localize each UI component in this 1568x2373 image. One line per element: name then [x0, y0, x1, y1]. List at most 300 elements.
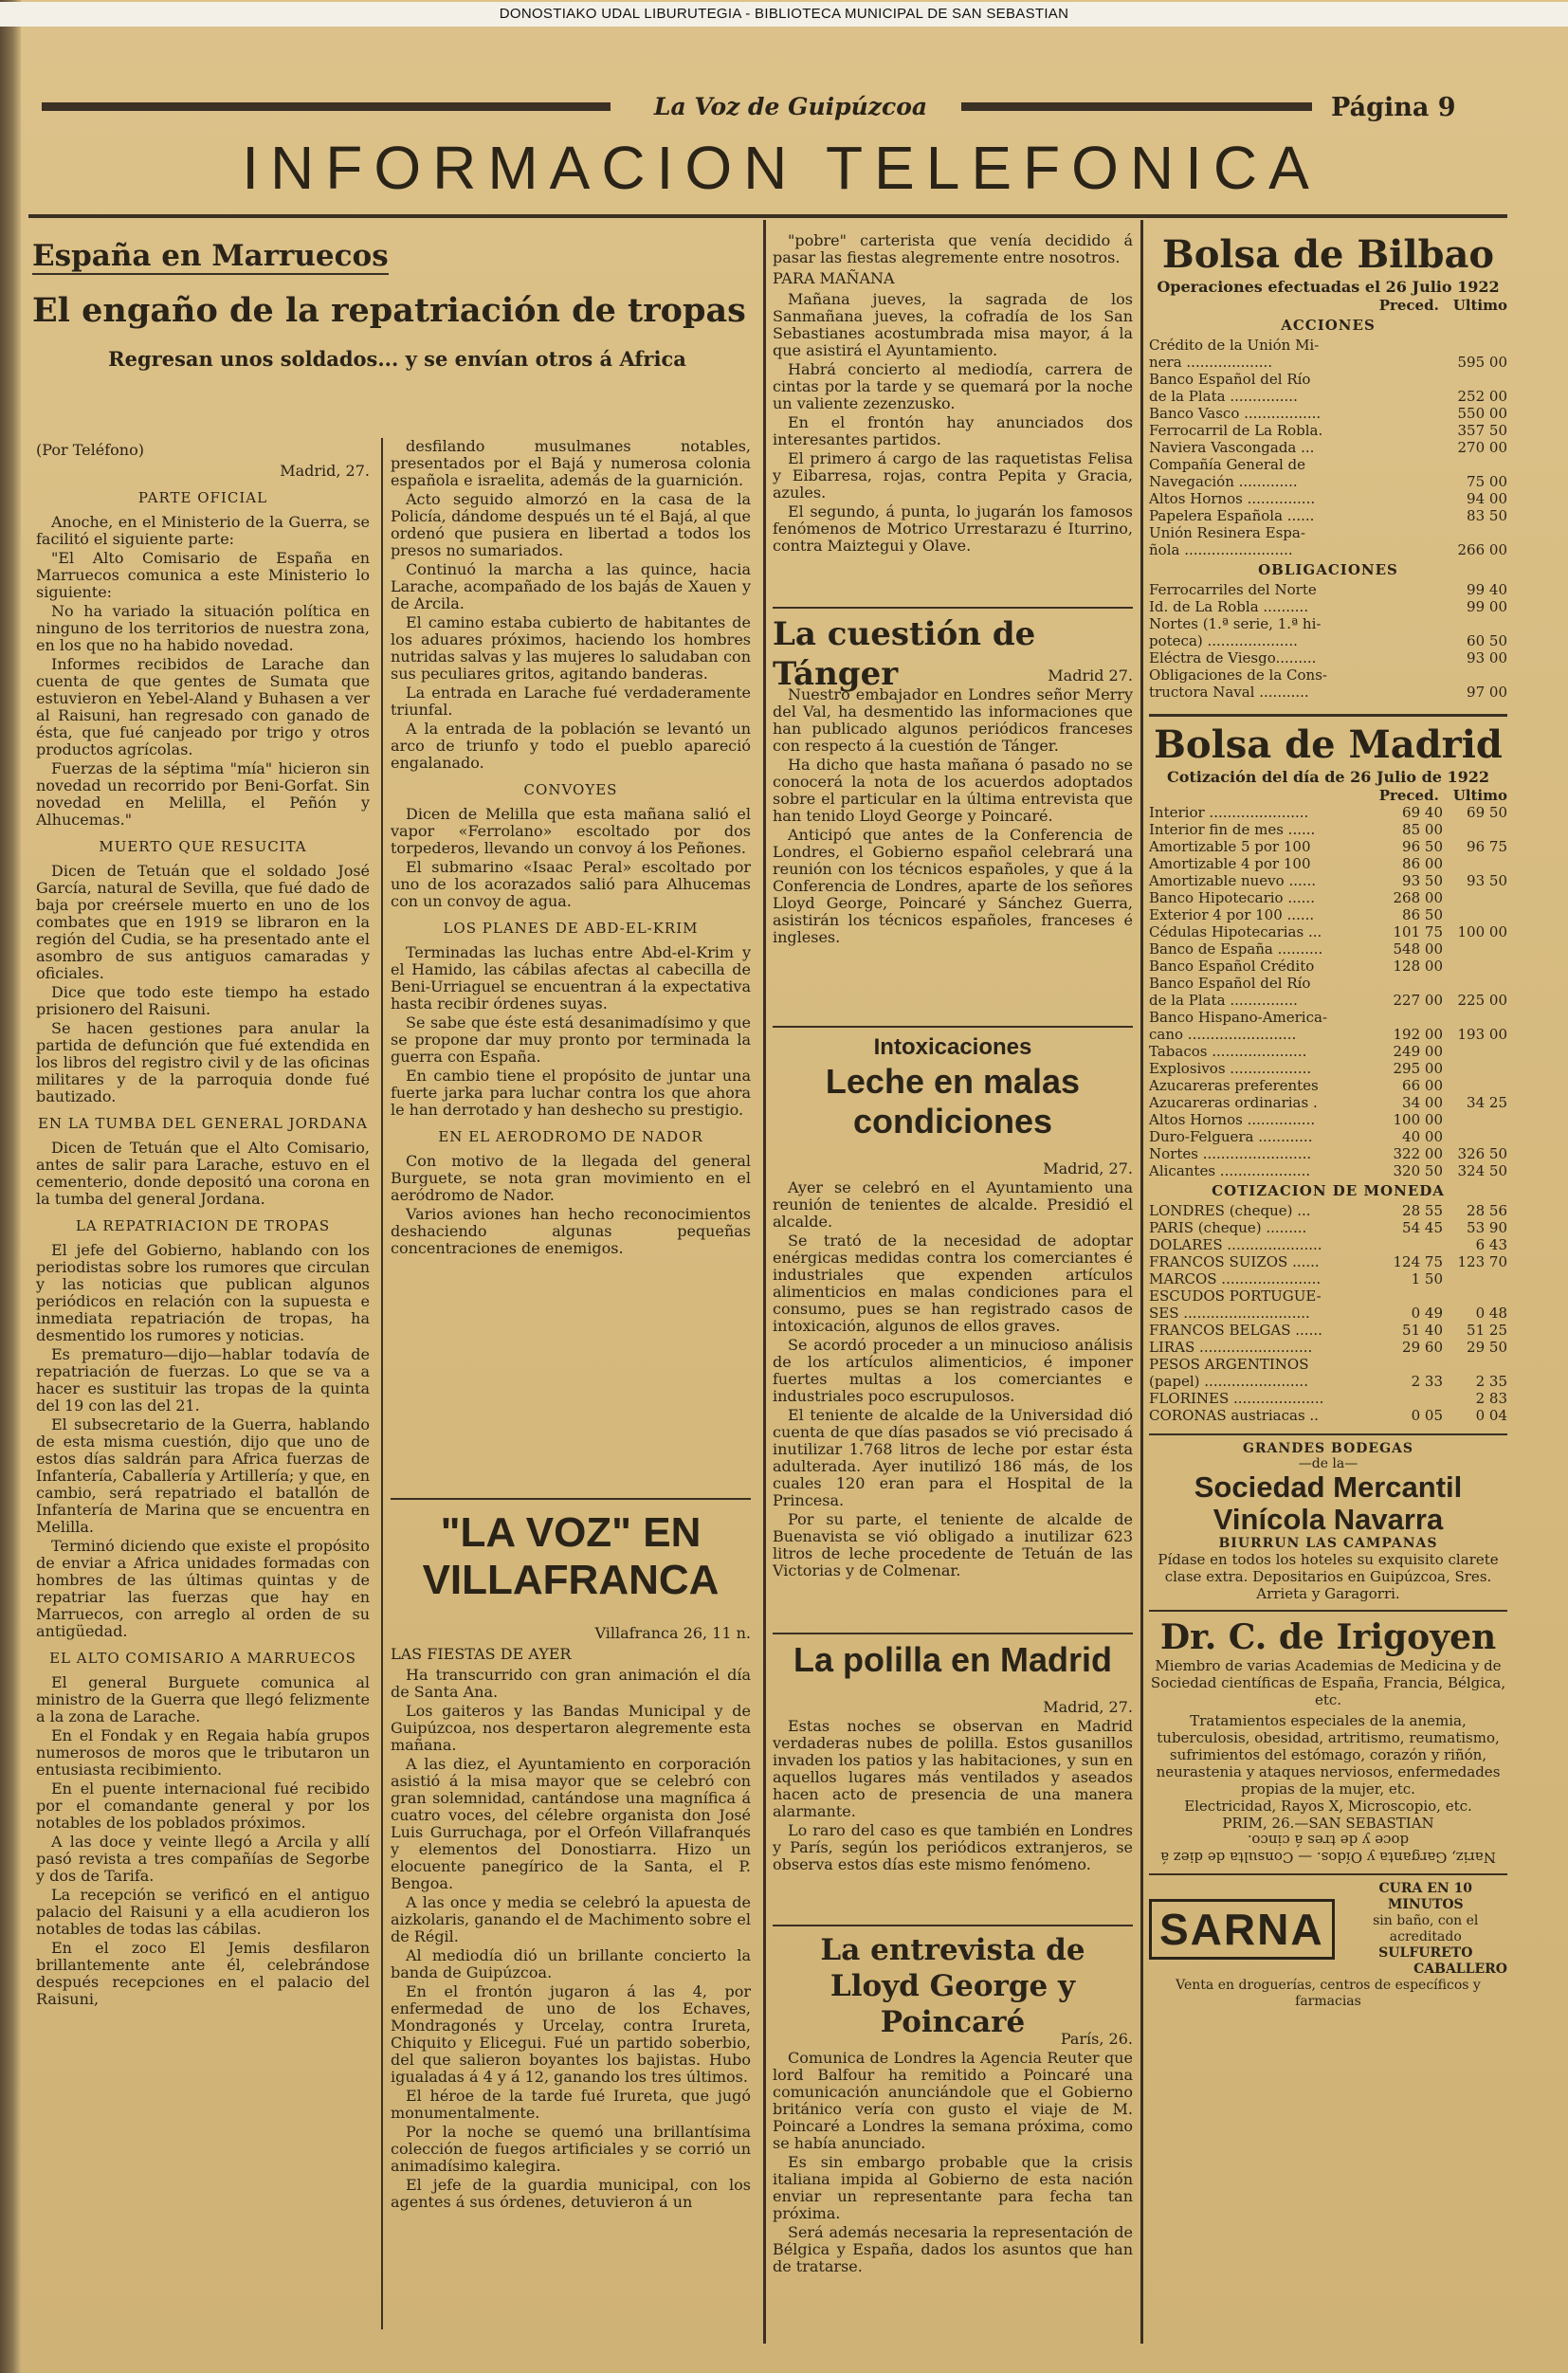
madrid-valor-name: Tabacos ..................... [1149, 1043, 1307, 1060]
madrid-valor-last: 225 00 [1457, 992, 1507, 1009]
bilbao-accion-last: 550 00 [1457, 405, 1507, 422]
moneda-table [1149, 1202, 1507, 1424]
marruecos-kick: (Por Teléfono) [36, 441, 144, 459]
moneda-row [1149, 1373, 1507, 1390]
tanger-body [773, 666, 1133, 1016]
bilbao-accion-name: Banco Vasco ................. [1149, 405, 1322, 422]
moneda-prev [1388, 1356, 1443, 1373]
madrid-valor-prev: 69 40 [1402, 804, 1443, 821]
marruecos-sub: EL ALTO COMISARIO A MARRUECOS [49, 1650, 356, 1667]
madrid-valor-row [1149, 872, 1507, 889]
sarna-line4: CABALLERO [1413, 1962, 1507, 1977]
sarna-logo: SARNA [1149, 1899, 1335, 1960]
sarna-ad [1149, 1881, 1507, 1978]
moneda-prev: 2 33 [1411, 1373, 1443, 1390]
marruecos-paragraph: En el zoco El Jemis desfilaron brillantemente ante él, celebrándose después recepciones en el palacio del Raisuni, [36, 1939, 370, 2008]
bilbao-obligacion-last: 60 50 [1467, 632, 1507, 649]
madrid-table [1149, 804, 1507, 1179]
entrevista-rule [773, 1925, 1133, 1926]
marruecos-paragraph: Con motivo de la llegada del general Burguete, se nota gran movimiento en el aeródromo de Nador. [391, 1152, 751, 1204]
bilbao-obligacion-prev [1388, 684, 1443, 701]
leche-paragraph: Por su parte, el teniente de alcalde de Buenavista se vió obligado a inutilizar 623 litros de leche procedente de Tetuán de las Victorias y de Colmenar. [773, 1510, 1133, 1579]
madrid-valor-last [1443, 1111, 1507, 1128]
madrid-valor-last: 193 00 [1457, 1026, 1507, 1043]
villafranca-cont-paragraph: En el frontón hay anunciados dos interesantes partidos. [773, 413, 1133, 448]
running-head [42, 93, 1502, 121]
polilla-header [773, 1640, 1133, 1693]
madrid-valor-prev: 192 00 [1393, 1026, 1443, 1043]
madrid-valor-row [1149, 855, 1507, 872]
marruecos-paragraph: A las doce y veinte llegó a Arcila y allí pasó revista a tres compañías de Segorbe y dos de Tarifa. [36, 1833, 370, 1885]
bilbao-accion-last [1443, 456, 1507, 473]
bilbao-accion-prev [1388, 524, 1443, 541]
madrid-valor-prev: 40 00 [1402, 1128, 1443, 1145]
leche-body [773, 1159, 1133, 1623]
leche-headline: Leche en malas condiciones [825, 1062, 1081, 1141]
madrid-valor-row [1149, 1162, 1507, 1179]
bilbao-accion-name: Papelera Española ...... [1149, 507, 1315, 524]
madrid-valor-prev: 322 00 [1393, 1145, 1443, 1162]
madrid-valor-name: Banco Hispano-America- [1149, 1009, 1328, 1026]
doctor-text2: Tratamientos especiales de la anemia, tuberculosis, obesidad, artritismo, reumatismo, sufrimientos del estómago, corazón y riñón, neurastenia y ataques nerviosos, enfermedades propias de la mujer, etc. [1156, 1712, 1501, 1798]
rule-right [961, 102, 1312, 111]
doctor-consulta: Nariz, Garganta y Oídos. — Consulta de diez á doce y de tres á cinco. [1160, 1832, 1496, 1866]
bilbao-title: Bolsa de Bilbao [1161, 232, 1495, 277]
bilbao-obligacion-last [1443, 666, 1507, 684]
moneda-name: LIRAS ......................... [1149, 1339, 1313, 1356]
entrevista-body [773, 2029, 1133, 2332]
doctor-address: PRIM, 26.—SAN SEBASTIAN [1222, 1815, 1434, 1832]
tanger-paragraph: Ha dicho que hasta mañana ó pasado no se conocerá la nota de los acuerdos adoptados sobre el particular en la última entrevista que han tenido Lloyd George y Poincaré. [773, 756, 1133, 825]
doctor-text1: Miembro de varias Academias de Medicina y de Sociedad científicas de España, Francia, Bélgica, etc. [1150, 1657, 1506, 1708]
moneda-prev [1388, 1287, 1443, 1305]
marruecos-sub: EN LA TUMBA DEL GENERAL JORDANA [37, 1115, 369, 1132]
madrid-valor-last [1443, 1060, 1507, 1077]
villafranca-cont-kick: PARA MAÑANA [773, 269, 895, 287]
marruecos-paragraph: El camino estaba cubierto de habitantes de los aduares próximos, haciendo los hombres nutridas salvas y las mujeres lo saludaban con sus peculiares gritos, agitando banderas. [391, 613, 751, 683]
sarna-line3: SULFURETO [1378, 1945, 1473, 1961]
madrid-valor-row [1149, 838, 1507, 855]
bilbao-accion-last [1443, 337, 1507, 354]
tanger-rule [773, 607, 1133, 609]
bilbao-accion-prev [1388, 371, 1443, 388]
villafranca-continued [773, 232, 1133, 593]
entrevista-paragraph: Comunica de Londres la Agencia Reuter que lord Balfour ha remitido a Poincaré una comunicación anunciándole que el Gobierno británico vería con gusto el viaje de M. Poincaré a Londres la semana próxima, como se había anunciado. [773, 2049, 1133, 2152]
madrid-valor-row [1149, 958, 1507, 975]
madrid-valor-prev [1388, 975, 1443, 992]
madrid-valor-last [1443, 906, 1507, 923]
bilbao-accion-prev [1388, 507, 1443, 524]
madrid-valor-last: 324 50 [1457, 1162, 1507, 1179]
bilbao-obligacion-last: 97 00 [1467, 684, 1507, 701]
marruecos-paragraph: En el puente internacional fué recibido por el comandante general y por los notables de los poblados próximos. [36, 1780, 370, 1832]
moneda-last: 123 70 [1457, 1253, 1507, 1270]
marruecos-paragraph: Fuerzas de la séptima "mía" hicieron sin novedad un recorrido por Beni-Gorfat. Sin novedad en Melilla, el Peñón y Alhucemas." [36, 759, 370, 829]
moneda-prev: 0 05 [1411, 1407, 1443, 1424]
rule-left [42, 102, 611, 111]
tanger-date: Madrid 27. [1048, 666, 1133, 685]
madrid-valor-prev: 85 00 [1402, 821, 1443, 838]
polilla-date: Madrid, 27. [1043, 1698, 1133, 1716]
madrid-valor-last [1443, 821, 1507, 838]
polilla-headline: La polilla en Madrid [793, 1640, 1113, 1679]
madrid-valor-last [1443, 1128, 1507, 1145]
bilbao-accion-row [1149, 405, 1507, 422]
bilbao-obligacion-row [1149, 632, 1507, 649]
moneda-row [1149, 1236, 1507, 1253]
paper-name: La Voz de Guipúzcoa [653, 93, 928, 120]
moneda-name: FRANCOS BELGAS ...... [1149, 1322, 1322, 1339]
leche-kicker: Intoxicaciones [873, 1034, 1032, 1060]
entrevista-headline: La entrevista de Lloyd George y Poincaré [820, 1933, 1085, 2039]
madrid-col-headers [1149, 787, 1507, 804]
bilbao-obligacion-name: Id. de La Robla .......... [1149, 598, 1309, 615]
marruecos-sub: EN EL AERODROMO DE NADOR [438, 1128, 703, 1145]
madrid-valor-name: Azucareras preferentes [1149, 1077, 1319, 1094]
moneda-name: DOLARES ..................... [1149, 1236, 1322, 1253]
madrid-valor-name: Banco Español del Río [1149, 975, 1311, 992]
madrid-valor-prev: 548 00 [1393, 940, 1443, 958]
villafranca-paragraph: A las once y media se celebró la apuesta de aizkolaris, ganando el de Machimento sobre el de Régil. [391, 1893, 751, 1945]
bilbao-accion-row [1149, 388, 1507, 405]
bilbao-accion-name: nera ................... [1149, 354, 1273, 371]
madrid-valor-last [1443, 958, 1507, 975]
madrid-valor-name: Amortizable 5 por 100 [1149, 838, 1311, 855]
madrid-valor-row [1149, 889, 1507, 906]
madrid-valor-last: 100 00 [1457, 923, 1507, 940]
marruecos-date: Madrid, 27. [280, 462, 370, 480]
moneda-row [1149, 1305, 1507, 1322]
marruecos-paragraph: No ha variado la situación política en ninguno de los territorios de nuestra zona, en los que no ha habido novedad. [36, 602, 370, 654]
bodegas-ad [1149, 1441, 1507, 1602]
bilbao-accion-prev [1388, 456, 1443, 473]
tanger-paragraph: Nuestro embajador en Londres señor Merry del Val, ha desmentido las informaciones que han publicado algunos periódicos franceses con respecto á la cuestión de Tánger. [773, 685, 1133, 755]
bilbao-accion-name: ñola ........................ [1149, 541, 1293, 558]
madrid-valor-last: 326 50 [1457, 1145, 1507, 1162]
moneda-name: FLORINES .................... [1149, 1390, 1324, 1407]
bilbao-accion-prev [1388, 490, 1443, 507]
bilbao-obligacion-name: Ferrocarriles del Norte [1149, 581, 1317, 598]
marruecos-paragraph: Anoche, en el Ministerio de la Guerra, se facilitó el siguiente parte: [36, 513, 370, 548]
doctor-ad [1149, 1617, 1507, 1866]
leche-paragraph: Ayer se celebró en el Ayuntamiento una reunión de tenientes de alcalde. Presidió el alcalde. [773, 1178, 1133, 1231]
bilbao-obligacion-row [1149, 684, 1507, 701]
leche-paragraph: El teniente de alcalde de la Universidad dió cuenta de que días pasados se vió precisado á inutilizar 1.768 litros de leche por estar ésta adulterada. Ayer inutilizó 186 más, de los cuales 120 eran para el Hospital de la Princesa. [773, 1406, 1133, 1509]
moneda-last: 2 35 [1475, 1373, 1507, 1390]
madrid-valor-prev: 101 75 [1393, 923, 1443, 940]
madrid-valor-name: Amortizable nuevo ...... [1149, 872, 1317, 889]
madrid-valor-name: Altos Hornos ............... [1149, 1111, 1316, 1128]
doctor-name: Dr. C. de Irigoyen [1159, 1617, 1497, 1657]
bilbao-obligacion-last [1443, 615, 1507, 632]
marruecos-paragraph: desfilando musulmanes notables, presentados por el Bajá y numerosa colonia española e israelita, además de la guarnición. [391, 437, 751, 489]
moneda-prev: 29 60 [1402, 1339, 1443, 1356]
madrid-valor-prev: 96 50 [1402, 838, 1443, 855]
bodegas-name: Sociedad Mercantil Vinícola Navarra [1194, 1470, 1463, 1536]
bilbao-obligacion-row [1149, 615, 1507, 632]
bilbao-accion-row [1149, 507, 1507, 524]
leche-date: Madrid, 27. [1043, 1159, 1133, 1177]
bilbao-obligacion-last: 99 00 [1467, 598, 1507, 615]
madrid-valor-prev: 86 00 [1402, 855, 1443, 872]
bilbao-accion-row [1149, 473, 1507, 490]
madrid-valor-row [1149, 975, 1507, 992]
bilbao-subtitle: Operaciones efectuadas el 26 Julio 1922 [1157, 278, 1500, 296]
column-rule-1 [381, 438, 383, 2329]
moneda-row [1149, 1407, 1507, 1424]
villafranca-body [391, 1623, 751, 2329]
marruecos-paragraph: Informes recibidos de Larache dan cuenta de que gentes de Sumata que estuvieron en Yebel-Aland y Buhasen a ver al Raisuni, han regresado con ganado de ésta, que fué canjeado por trigo y otros productos agrícolas. [36, 655, 370, 758]
bilbao-obligacion-name: Eléctra de Viesgo......... [1149, 649, 1317, 666]
bilbao-accion-last: 252 00 [1457, 388, 1507, 405]
madrid-valor-last [1443, 889, 1507, 906]
villafranca-paragraph: Por la noche se quemó una brillantísima colección de fuegos artificiales y se corrió un animadísimo kalegira. [391, 2123, 751, 2175]
madrid-valor-row [1149, 1128, 1507, 1145]
moneda-prev: 28 55 [1402, 1202, 1443, 1219]
villafranca-kick: LAS FIESTAS DE AYER [391, 1645, 572, 1663]
madrid-valor-last [1443, 1009, 1507, 1026]
moneda-name: LONDRES (cheque) ... [1149, 1202, 1311, 1219]
moneda-row [1149, 1390, 1507, 1407]
marruecos-paragraph: Es prematuro—dijo—hablar todavía de repatriación de fuerzas. Lo que se va a hacer es sustituir las tropas de la quinta del 19 con las del 21. [36, 1345, 370, 1415]
madrid-valor-row [1149, 992, 1507, 1009]
bilbao-obligacion-prev [1388, 632, 1443, 649]
moneda-row [1149, 1270, 1507, 1287]
polilla-body [773, 1697, 1133, 1915]
madrid-valor-prev: 66 00 [1402, 1077, 1443, 1094]
moneda-row [1149, 1322, 1507, 1339]
madrid-valor-last: 93 50 [1467, 872, 1507, 889]
moneda-last: 0 04 [1475, 1407, 1507, 1424]
bilbao-accion-last: 266 00 [1457, 541, 1507, 558]
bilbao-last-header: Ultimo [1452, 297, 1507, 314]
madrid-valor-last [1443, 1043, 1507, 1060]
bilbao-accion-row [1149, 371, 1507, 388]
bodegas-kicker: GRANDES BODEGAS [1242, 1441, 1414, 1456]
marruecos-subhead: Regresan unos soldados... y se envían otros á Africa [108, 347, 686, 371]
bilbao-prev-header: Preced. [1378, 297, 1439, 314]
marruecos-paragraph: El submarino «Isaac Peral» escoltado por uno de los acorazados salió para Alhucemas con un convoy de agua. [391, 858, 751, 910]
bilbao-oblig-label: OBLIGACIONES [1258, 561, 1398, 578]
moneda-name: CORONAS austriacas .. [1149, 1407, 1319, 1424]
madrid-prev-header: Preced. [1378, 787, 1439, 804]
moneda-prev: 124 75 [1393, 1253, 1443, 1270]
madrid-valor-name: Cédulas Hipotecarias ... [1149, 923, 1322, 940]
bilbao-accion-name: de la Plata ............... [1149, 388, 1298, 405]
bilbao-accion-prev [1388, 405, 1443, 422]
bilbao-obligacion-name: Obligaciones de la Cons- [1149, 666, 1327, 684]
entrevista-paragraph: Será además necesaria la representación de Bélgica y España, dados los asuntos que han de tratarse. [773, 2223, 1133, 2275]
bilbao-obligacion-last: 99 40 [1467, 581, 1507, 598]
bilbao-obligacion-row [1149, 598, 1507, 615]
column-rule-right [1140, 220, 1143, 2344]
ad-divider-2 [1149, 1610, 1507, 1612]
bilbao-accion-last: 83 50 [1467, 507, 1507, 524]
sarna-line1: CURA EN 10 MINUTOS [1378, 1881, 1473, 1912]
madrid-valor-last: 96 75 [1467, 838, 1507, 855]
moneda-name: MARCOS ...................... [1149, 1270, 1322, 1287]
bodegas-text: Pídase en todos los hoteles su exquisito clarete clase extra. Depositarios en Guipúzcoa, Sres. Arrieta y Garagorri. [1158, 1551, 1499, 1602]
marruecos-paragraph: El jefe del Gobierno, hablando con los periodistas sobre los rumores que circulan y las noticias que publican algunos periódicos en relación con la supuesta e inmediata repatriación de tropas, ha desmentido los rumores y noticias. [36, 1241, 370, 1344]
bilbao-accion-name: Crédito de la Unión Mi- [1149, 337, 1320, 354]
madrid-valor-row [1149, 1026, 1507, 1043]
bilbao-accion-last: 270 00 [1457, 439, 1507, 456]
bilbao-accion-prev [1388, 541, 1443, 558]
bilbao-obligacion-prev [1388, 666, 1443, 684]
marruecos-sub: PARTE OFICIAL [137, 489, 268, 506]
marruecos-paragraph: Continuó la marcha a las quince, hacia Larache, acompañado de los bajás de Xauen y de Arcila. [391, 560, 751, 612]
moneda-prev: 1 50 [1411, 1270, 1443, 1287]
madrid-valor-prev: 128 00 [1393, 958, 1443, 975]
moneda-row [1149, 1287, 1507, 1305]
marruecos-paragraph: Dicen de Melilla que esta mañana salió el vapor «Ferrolano» escoltado por dos torpederos, llevando un convoy á los Peñones. [391, 805, 751, 857]
madrid-subtitle: Cotización del día de 26 Julio de 1922 [1166, 768, 1490, 786]
moneda-name: FRANCOS SUIZOS ...... [1149, 1253, 1320, 1270]
marruecos-sub: MUERTO QUE RESUCITA [99, 838, 307, 855]
moneda-last: 51 25 [1467, 1322, 1507, 1339]
marruecos-paragraph: Dice que todo este tiempo ha estado prisionero del Raisuni. [36, 983, 370, 1018]
marruecos-paragraph: Terminadas las luchas entre Abd-el-Krim y el Hamido, las cábilas afectas al cabecilla de Beni-Urriaguel se encuentran á la expectativa hasta recibir órdenes suyas. [391, 943, 751, 1013]
madrid-valor-name: de la Plata ............... [1149, 992, 1298, 1009]
bilbao-oblig-table [1149, 581, 1507, 701]
marruecos-sub: LOS PLANES DE ABD-EL-KRIM [443, 920, 699, 937]
marruecos-paragraph: Dicen de Tetuán que el Alto Comisario, antes de salir para Larache, estuvo en el cementerio, donde depositó una corona en la tumba del general Jordana. [36, 1139, 370, 1208]
villafranca-date: Villafranca 26, 11 n. [594, 1624, 751, 1642]
marruecos-paragraph: "El Alto Comisario de España en Marruecos comunica a este Ministerio lo siguiente: [36, 549, 370, 601]
marruecos-paragraph: En cambio tiene el propósito de juntar una fuerte jarka para luchar contra los que ahora le han derrotado y han deshecho su prestigio. [391, 1067, 751, 1119]
marruecos-sub: CONVOYES [523, 781, 618, 798]
madrid-valor-row [1149, 821, 1507, 838]
villafranca-paragraph: En el frontón jugaron á las 4, por enfermedad de uno de los Echaves, Mondragonés y Urcelay, contra Irureta, Chiquito y Elicegui. Fué un partido soberbio, del que salieron boyantes los bajistas. Hubo igualadas á 4 y á 12, ganando los tres últimos. [391, 1982, 751, 2086]
doctor-text3: Electricidad, Rayos X, Microscopio, etc. [1184, 1798, 1472, 1815]
bilbao-accion-prev [1388, 473, 1443, 490]
moneda-name: PESOS ARGENTINOS [1149, 1356, 1309, 1373]
polilla-rule [773, 1633, 1133, 1634]
madrid-valor-last [1443, 855, 1507, 872]
bilbao-obligacion-name: poteca) .................... [1149, 632, 1298, 649]
leche-paragraph: Se trató de la necesidad de adoptar enérgicas medidas contra los comerciantes é industriales que expenden artículos alimenticios en malas condiciones para el consumo, pues se han registrado casos de intoxicación, algunos de ellos graves. [773, 1232, 1133, 1335]
madrid-valor-row [1149, 1094, 1507, 1111]
moneda-name: ESCUDOS PORTUGUE- [1149, 1287, 1322, 1305]
madrid-valor-name: Duro-Felguera ............ [1149, 1128, 1313, 1145]
sarna-footer: Venta en droguerías, centros de específicos y farmacias [1176, 1978, 1481, 2009]
moneda-name: (papel) ....................... [1149, 1373, 1308, 1390]
villafranca-paragraph: Los gaiteros y las Bandas Municipal y de Guipúzcoa, nos despertaron alegremente esta mañana. [391, 1702, 751, 1754]
bilbao-accion-prev [1388, 439, 1443, 456]
moneda-row [1149, 1219, 1507, 1236]
bilbao-obligacion-last: 93 00 [1467, 649, 1507, 666]
bilbao-accion-prev [1388, 422, 1443, 439]
bilbao-acciones-label: ACCIONES [1281, 317, 1376, 334]
madrid-valor-row [1149, 1009, 1507, 1026]
bilbao-obligacion-row [1149, 581, 1507, 598]
villafranca-cont-paragraph: "pobre" carterista que venía decidido á pasar las fiestas alegremente entre nosotros. [773, 231, 1133, 266]
madrid-valor-prev: 227 00 [1393, 992, 1443, 1009]
bilbao-accion-prev [1388, 388, 1443, 405]
section-title: España en Marruecos [32, 239, 389, 273]
bilbao-accion-name: Altos Hornos ............... [1149, 490, 1316, 507]
bilbao-obligacion-name: tructora Naval ........... [1149, 684, 1309, 701]
moneda-row [1149, 1253, 1507, 1270]
bilbao-accion-name: Navegación ............. [1149, 473, 1298, 490]
madrid-title: Bolsa de Madrid [1154, 722, 1503, 767]
villafranca-cont-paragraph: Mañana jueves, la sagrada de los Sanmañana jueves, la cofradía de los San Sebastianes acostumbrada misa mayor, á la que asistirá el Ayuntamiento. [773, 290, 1133, 359]
madrid-valor-name: Banco Español Crédito [1149, 958, 1315, 975]
moneda-prev [1388, 1390, 1443, 1407]
madrid-valor-last [1443, 975, 1507, 992]
marruecos-paragraph: Dicen de Tetuán que el soldado José García, natural de Sevilla, que fué dado de baja por creérsele muerto en uno de los combates que en 1919 se libraron en la región del Cudia, se ha presentado ante el asombro de sus antiguos camaradas y oficiales. [36, 862, 370, 982]
moneda-row [1149, 1202, 1507, 1219]
bilbao-accion-row [1149, 490, 1507, 507]
marruecos-paragraph: Terminó diciendo que existe el propósito de enviar a Africa unidades formadas con hombres de las últimas quintas y de repatriar las fuerzas que hay en Marruecos, con arreglo al orden de su antigüedad. [36, 1537, 370, 1640]
bilbao-acciones-table [1149, 337, 1507, 558]
sarna-line2: sin baño, con el acreditado [1373, 1913, 1479, 1944]
marruecos-paragraph: Acto seguido almorzó en la casa de la Policía, dándome después un té el Bajá, al que ordenó que pusiera en libertad a todos los presos no sumariados. [391, 490, 751, 559]
madrid-valor-row [1149, 804, 1507, 821]
madrid-valor-prev: 268 00 [1393, 889, 1443, 906]
villafranca-paragraph: A las diez, el Ayuntamiento en corporación asistió á la misa mayor que se celebró con gran solemnidad, cantándose una magnífica á cuatro voces, del célebre organista don José Luis Gurruchaga, por el Orfeón Villafranqués y elementos del Donostiarra. Hizo un elocuente panegírico de la Santa, el P. Bengoa. [391, 1755, 751, 1892]
bilbao-col-headers [1149, 297, 1507, 314]
marruecos-paragraph: A la entrada de la población se levantó un arco de triunfo y todo el pueblo apareció engalanado. [391, 720, 751, 772]
bilbao-accion-prev [1388, 354, 1443, 371]
madrid-valor-row [1149, 940, 1507, 958]
bilbao-accion-last: 357 50 [1457, 422, 1507, 439]
bilbao-accion-last: 595 00 [1457, 354, 1507, 371]
markets-column [1149, 232, 1507, 2346]
villafranca-headline: "LA VOZ" EN VILLAFRANCA [422, 1509, 720, 1603]
madrid-valor-row [1149, 1043, 1507, 1060]
moneda-last: 0 48 [1475, 1305, 1507, 1322]
bilbao-accion-row [1149, 541, 1507, 558]
madrid-valor-row [1149, 1077, 1507, 1094]
leche-paragraph: Se acordó proceder a un minucioso análisis de los artículos alimenticios, é imponer fuertes multas a los comerciantes e industriales poco escrupulosos. [773, 1336, 1133, 1405]
marruecos-header [32, 239, 762, 429]
madrid-valor-row [1149, 1111, 1507, 1128]
tanger-paragraph: Anticipó que antes de la Conferencia de Londres, el Gobierno español celebrará una reunión con los técnicos españoles, y que á la Conferencia de Londres, aparte de los señores Lloyd George, Poincaré y Sánchez Guerra, asistirán los técnicos españoles, franceses é ingleses. [773, 826, 1133, 946]
bilbao-accion-row [1149, 354, 1507, 371]
bodegas-de-la: —de la— [1298, 1456, 1358, 1471]
bilbao-accion-row [1149, 439, 1507, 456]
madrid-valor-name: Nortes ........................ [1149, 1145, 1312, 1162]
moneda-last: 2 83 [1475, 1390, 1507, 1407]
marruecos-paragraph: Varios aviones han hecho reconocimientos deshaciendo algunas pequeñas concentraciones de enemigos. [391, 1205, 751, 1257]
moneda-last [1443, 1270, 1507, 1287]
ad-divider-1 [1149, 1433, 1507, 1435]
madrid-valor-name: Interior ...................... [1149, 804, 1309, 821]
moneda-row [1149, 1339, 1507, 1356]
entrevista-paragraph: Es sin embargo probable que la crisis italiana impida al Gobierno de esta nación enviar un representante para fecha tan próxima. [773, 2153, 1133, 2222]
bilbao-obligacion-prev [1388, 598, 1443, 615]
marruecos-paragraph: En el Fondak y en Regaia había grupos numerosos de moros que le tributaron un entusiasta recibimiento. [36, 1726, 370, 1779]
madrid-valor-prev: 320 50 [1393, 1162, 1443, 1179]
madrid-valor-last: 69 50 [1467, 804, 1507, 821]
villafranca-rule [391, 1498, 751, 1500]
villafranca-cont-paragraph: Habrá concierto al mediodía, carrera de cintas por la tarde y se quemará por la noche un valiente zezenzusko. [773, 360, 1133, 412]
madrid-valor-name: Banco Hipotecario ...... [1149, 889, 1315, 906]
madrid-valor-row [1149, 1060, 1507, 1077]
villafranca-paragraph: El héroe de la tarde fué Irureta, que jugó monumentalmente. [391, 2087, 751, 2122]
bilbao-accion-name: Naviera Vascongada ... [1149, 439, 1315, 456]
marruecos-headline: El engaño de la repatriación de tropas [32, 291, 746, 330]
bilbao-accion-last: 75 00 [1467, 473, 1507, 490]
moneda-last: 53 90 [1467, 1219, 1507, 1236]
moneda-prev: 54 45 [1402, 1219, 1443, 1236]
bilbao-obligacion-prev [1388, 581, 1443, 598]
bilbao-accion-row [1149, 422, 1507, 439]
moneda-prev: 0 49 [1411, 1305, 1443, 1322]
marruecos-sub: LA REPATRIACION DE TROPAS [75, 1217, 331, 1234]
moneda-last [1443, 1287, 1507, 1305]
